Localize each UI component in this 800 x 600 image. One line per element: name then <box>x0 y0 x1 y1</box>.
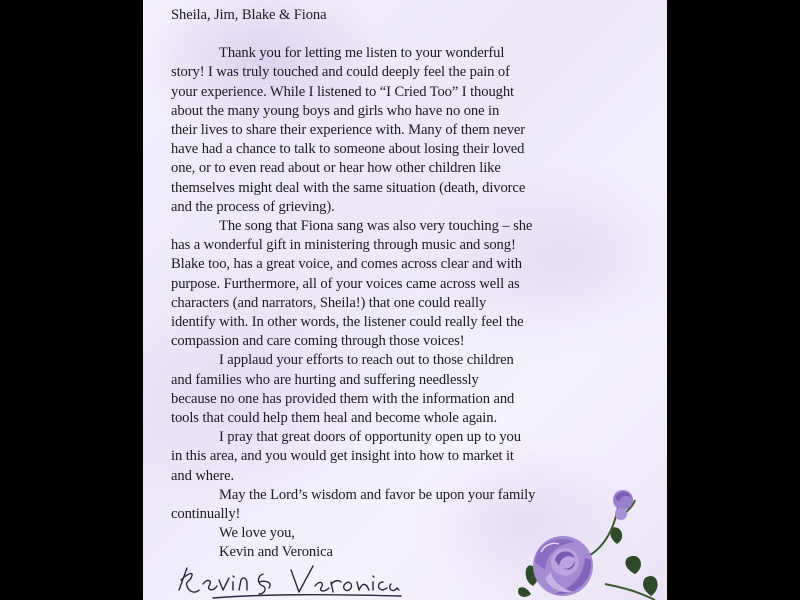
text-line: and where. <box>171 467 235 484</box>
text-line: because no one has provided them with the information and <box>171 390 515 407</box>
text-line: identify with. In other words, the listener could really feel the <box>171 314 524 331</box>
paragraph-thanks <box>171 44 646 217</box>
letter-greeting: Sheila, Jim, Blake & Fiona <box>171 7 327 23</box>
paragraph-song <box>171 217 646 351</box>
text-line: compassion and care coming through those voices! <box>171 333 465 350</box>
text-line: Blake too, has a great voice, and comes across clear and with <box>171 256 522 273</box>
text-line: have had a chance to talk to someone about losing their loved <box>171 141 525 158</box>
text-line: I pray that great doors of opportunity open up to you <box>219 429 521 446</box>
text-line: and the process of grieving). <box>171 198 335 215</box>
letter-closing: We love you, <box>219 525 295 542</box>
text-line: one, or to even read about or hear how other children like <box>171 160 501 177</box>
text-line: characters (and narrators, Sheila!) that one could really <box>171 294 487 311</box>
handwritten-signature <box>173 560 403 600</box>
text-line: Thank you for letting me listen to your wonderful <box>219 45 505 62</box>
letter-names: Kevin and Veronica <box>219 544 333 561</box>
text-line: your experience. While I listened to “I Cried Too” I thought <box>171 83 514 100</box>
text-line: and families who are hurting and suffering needlessly <box>171 371 479 388</box>
text-line: in this area, and you would get insight into how to market it <box>171 448 514 465</box>
text-line: themselves might deal with the same situation (death, divorce <box>171 179 526 196</box>
text-line: purpose. Furthermore, all of your voices came across well as <box>171 275 520 292</box>
text-line: continually! <box>171 506 241 523</box>
paragraph-applaud <box>171 351 646 428</box>
text-line: tools that could help them heal and become whole again. <box>171 410 498 427</box>
letter-page <box>143 0 667 600</box>
text-line: has a wonderful gift in ministering through music and song! <box>171 237 516 254</box>
rose-illustration <box>515 488 665 600</box>
text-line: their lives to share their experience with. Many of them never <box>171 122 526 139</box>
letter-body <box>171 6 646 563</box>
text-line: The song that Fiona sang was also very touching – she <box>219 218 533 235</box>
text-line: May the Lord’s wisdom and favor be upon your family <box>219 486 536 503</box>
text-line: about the many young boys and girls who have no one in <box>171 102 500 119</box>
text-line: I applaud your efforts to reach out to those children <box>219 352 514 369</box>
text-line: story! I was truly touched and could deeply feel the pain of <box>171 64 510 81</box>
paragraph-pray <box>171 428 646 486</box>
